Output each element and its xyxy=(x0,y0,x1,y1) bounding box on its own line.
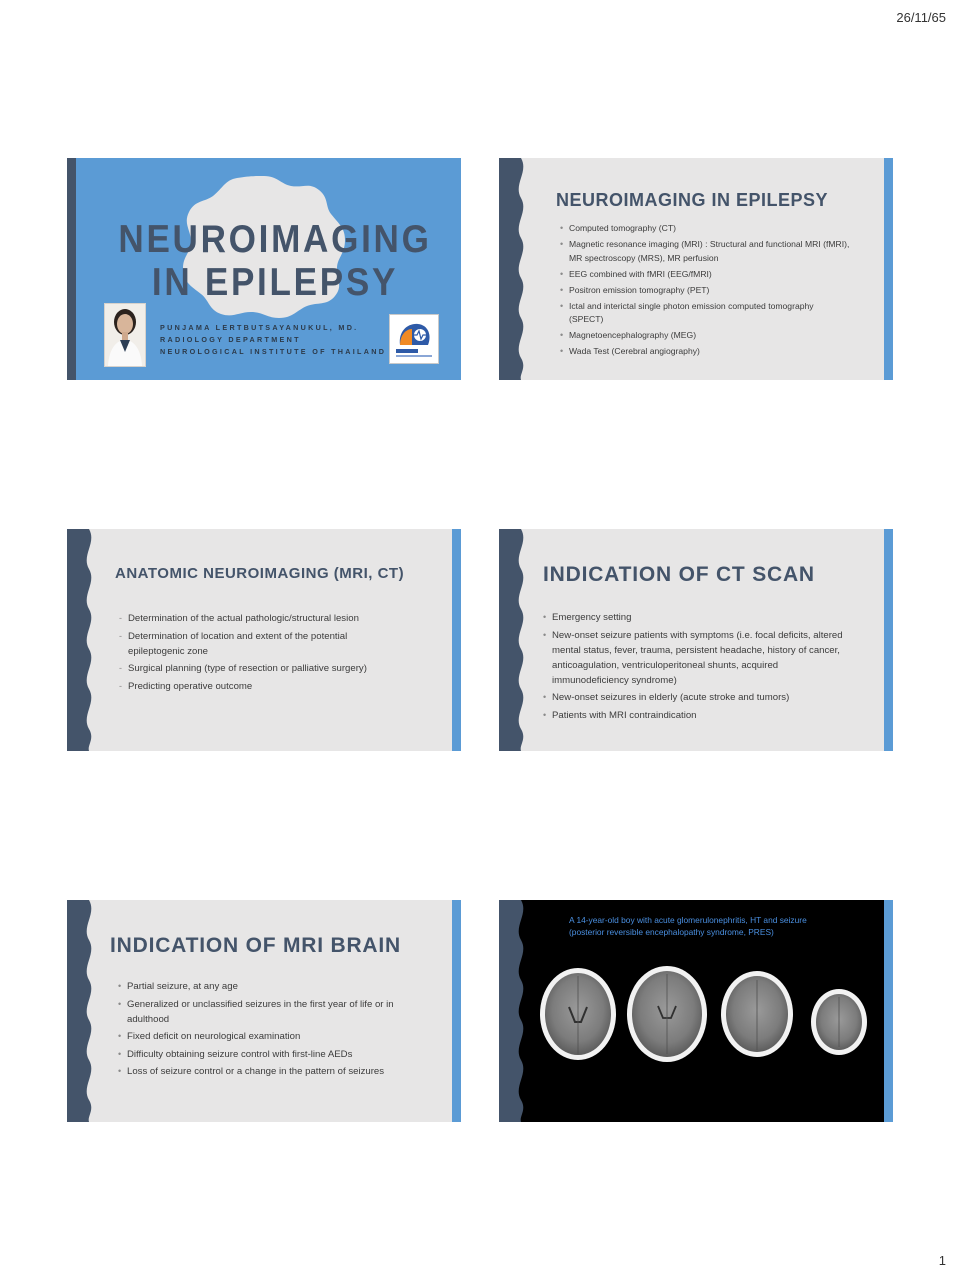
list-item: • Loss of seizure control or a change in the pattern of seizures xyxy=(118,1064,413,1079)
slide-title xyxy=(67,158,461,380)
list-item: • Computed tomography (CT) xyxy=(560,222,850,236)
slide-indication-mri xyxy=(67,900,461,1122)
caption-line: (posterior reversible encephalopathy syndrome, PRES) xyxy=(569,927,774,937)
slide-ct-case xyxy=(499,900,893,1122)
list-item: • Fixed deficit on neurological examination xyxy=(118,1029,413,1044)
ct-slice-1 xyxy=(540,968,616,1060)
slide-wave-border xyxy=(499,900,529,1122)
page-number: 1 xyxy=(938,1253,946,1268)
title-slide-heading xyxy=(104,218,446,304)
list-item: • Wada Test (Cerebral angiography) xyxy=(560,345,850,359)
institute-logo xyxy=(389,314,439,364)
author-name: PUNJAMA LERTBUTSAYANUKUL, MD. xyxy=(160,323,359,332)
slide-indication-ct xyxy=(499,529,893,751)
slide-title: NEUROIMAGING IN EPILEPSY xyxy=(556,190,829,210)
slide-wave-border xyxy=(499,158,529,380)
author-block xyxy=(160,322,386,358)
ct-slice-3 xyxy=(721,971,793,1057)
slide-right-edge xyxy=(884,529,893,751)
bullet-list xyxy=(118,979,413,1079)
ct-scan-images xyxy=(539,962,869,1072)
author-institution: NEUROLOGICAL INSTITUTE OF THAILAND xyxy=(160,347,387,356)
list-item: • Partial seizure, at any age xyxy=(118,979,413,994)
list-item: - Determination of location and extent of the potential epileptogenic zone xyxy=(119,629,399,659)
slide-title: ANATOMIC NEUROIMAGING (MRI, CT) xyxy=(115,565,405,582)
list-item: - Predicting operative outcome xyxy=(119,679,399,694)
header-date: 26/11/65 xyxy=(896,10,946,25)
slide-right-edge xyxy=(884,900,893,1122)
bullet-list xyxy=(543,610,848,723)
slide-neuroimaging-overview xyxy=(499,158,893,380)
list-item: • Magnetoencephalography (MEG) xyxy=(560,329,850,343)
list-item: • New-onset seizures in elderly (acute stroke and tumors) xyxy=(543,690,848,705)
slide-title: INDICATION OF MRI BRAIN xyxy=(110,934,401,957)
ct-slice-4 xyxy=(811,989,867,1055)
bullet-list xyxy=(119,611,399,694)
list-item: - Determination of the actual pathologic/structural lesion xyxy=(119,611,399,626)
list-item: • EEG combined with fMRI (EEG/fMRI) xyxy=(560,268,850,282)
slide-right-edge xyxy=(452,529,461,751)
list-item: • Emergency setting xyxy=(543,610,848,625)
list-item: • Positron emission tomography (PET) xyxy=(560,284,850,298)
slide-right-edge xyxy=(884,158,893,380)
case-caption xyxy=(569,914,869,938)
author-department: RADIOLOGY DEPARTMENT xyxy=(160,335,301,344)
slide-anatomic-neuroimaging xyxy=(67,529,461,751)
title-line: IN EPILEPSY xyxy=(151,261,399,304)
slide-right-edge xyxy=(452,900,461,1122)
slide-left-bar xyxy=(67,158,76,380)
slide-wave-border xyxy=(67,529,97,751)
list-item: • New-onset seizure patients with symptoms (i.e. focal deficits, altered mental status, fever, trauma, persistent headache, history of cancer, anticoagulation, ventriculoperitoneal shunts, acquired immunodeficiency syndrome) xyxy=(543,628,848,688)
slide-title: INDICATION OF CT SCAN xyxy=(543,563,815,586)
slide-wave-border xyxy=(67,900,97,1122)
ct-slice-2 xyxy=(627,966,707,1062)
list-item: • Ictal and interictal single photon emission computed tomography (SPECT) xyxy=(560,300,850,327)
list-item: • Difficulty obtaining seizure control with first-line AEDs xyxy=(118,1047,413,1062)
list-item: - Surgical planning (type of resection or palliative surgery) xyxy=(119,661,399,676)
slide-wave-border xyxy=(499,529,529,751)
bullet-list xyxy=(560,222,850,359)
presenter-photo xyxy=(104,303,146,367)
list-item: • Magnetic resonance imaging (MRI) : Structural and functional MRI (fMRI), MR spectroscopy (MRS), MR perfusion xyxy=(560,238,850,265)
list-item: • Generalized or unclassified seizures in the first year of life or in adulthood xyxy=(118,997,413,1027)
title-line: NEUROIMAGING xyxy=(118,218,432,261)
list-item: • Patients with MRI contraindication xyxy=(543,708,848,723)
caption-line: A 14-year-old boy with acute glomerulonephritis, HT and seizure xyxy=(569,915,807,925)
